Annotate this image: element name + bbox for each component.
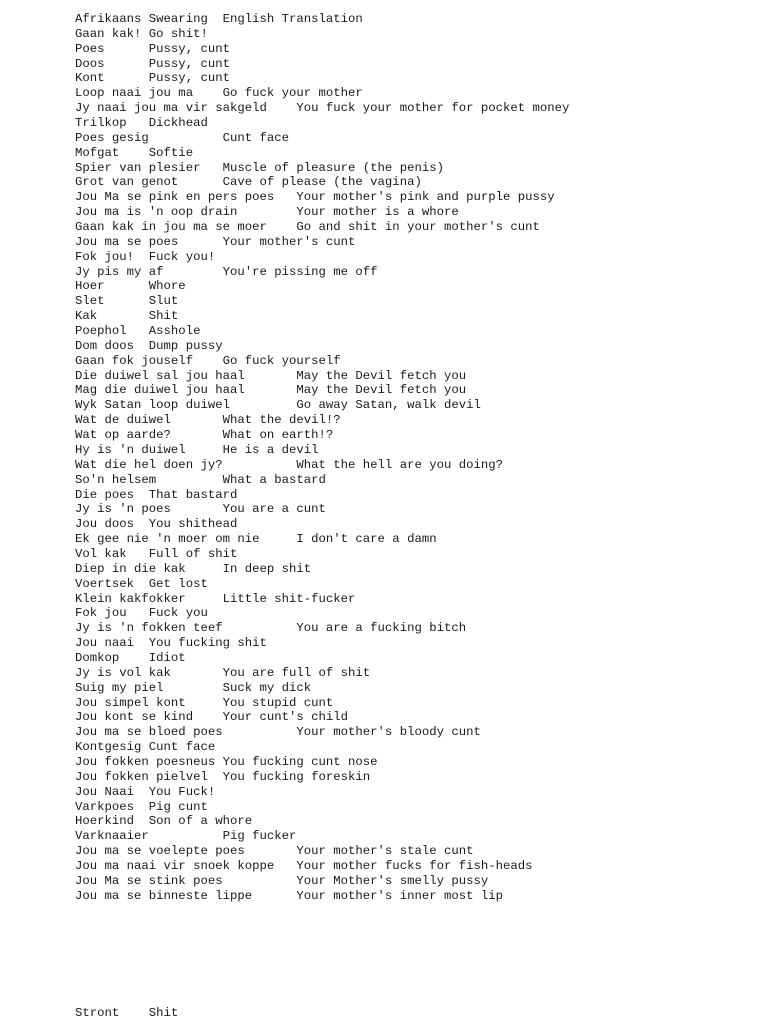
text-line: Suig my piel Suck my dick: [75, 680, 312, 695]
text-line: Gaan fok jouself Go fuck yourself: [75, 353, 341, 368]
text-line: Wat op aarde? What on earth!?: [75, 428, 334, 443]
text-line: Jou ma is 'n oop drain Your mother is a whore: [75, 205, 459, 220]
text-line: Poes gesig Cunt face: [75, 130, 290, 145]
text-line: Wyk Satan loop duiwel Go away Satan, walk devil: [75, 398, 481, 413]
text-line: Vol kak Full of shit: [75, 546, 238, 561]
text-line: Jy naai jou ma vir sakgeld You fuck your mother for pocket money: [75, 101, 570, 116]
text-line: Jou ma se poes Your mother's cunt: [75, 234, 356, 249]
text-line: Gaan kak in jou ma se moer Go and shit in your mother's cunt: [75, 220, 540, 235]
text-line: Fok jou! Fuck you!: [75, 249, 216, 264]
text-line: Hoer Whore: [75, 279, 186, 294]
text-line: Wat de duiwel What the devil!?: [75, 413, 341, 428]
text-line: Kont Pussy, cunt: [75, 71, 230, 86]
text-line: Hoerkind Son of a whore: [75, 814, 253, 829]
text-line: Jy pis my af You're pissing me off: [75, 264, 378, 279]
text-line: Jou Naai You Fuck!: [75, 784, 216, 799]
text-line: Kak Shit: [75, 309, 179, 324]
text-line: Voertsek Get lost: [75, 576, 208, 591]
text-line: Jou ma naai vir snoek koppe Your mother fucks for fish-heads: [75, 858, 533, 873]
text-line: Jou kont se kind Your cunt's child: [75, 710, 349, 725]
text-line: Varkpoes Pig cunt: [75, 799, 208, 814]
text-line: So'n helsem What a bastard: [75, 472, 326, 487]
text-line: Die duiwel sal jou haal May the Devil fetch you: [75, 368, 467, 383]
text-line: Diep in die kak In deep shit: [75, 561, 312, 576]
text-line: Jou ma se binneste lippe Your mother's inner most lip: [75, 888, 504, 903]
text-line: Fok jou Fuck you: [75, 606, 208, 621]
text-line: Mofgat Softie: [75, 145, 194, 160]
text-line: Jou ma se bloed poes Your mother's bloody cunt: [75, 725, 481, 740]
text-line: Domkop Idiot: [75, 650, 186, 665]
translation-list: [75, 12, 569, 904]
text-line: Grot van genot Cave of please (the vagina): [75, 175, 422, 190]
text-line: Ek gee nie 'n moer om nie I don't care a damn: [75, 532, 437, 547]
text-line: Loop naai jou ma Go fuck your mother: [75, 86, 363, 101]
text-line: Mag die duiwel jou haal May the Devil fetch you: [75, 383, 467, 398]
text-line: Wat die hel doen jy? What the hell are you doing?: [75, 457, 504, 472]
text-line: Jou fokken poesneus You fucking cunt nose: [75, 754, 378, 769]
text-line: Kontgesig Cunt face: [75, 740, 216, 755]
trailing-entry: Stront Shit: [75, 1006, 179, 1020]
header-line: Afrikaans Swearing English Translation: [75, 12, 363, 26]
text-line: Jou Ma se pink en pers poes Your mother's pink and purple pussy: [75, 190, 555, 205]
text-line: Gaan kak! Go shit!: [75, 26, 208, 41]
text-line: Jou naai You fucking shit: [75, 636, 267, 651]
text-line: Slet Slut: [75, 294, 179, 309]
text-line: Jy is vol kak You are full of shit: [75, 665, 371, 680]
text-line: Poephol Asshole: [75, 324, 201, 339]
text-line: Klein kakfokker Little shit-fucker: [75, 591, 356, 606]
text-line: Spier van plesier Muscle of pleasure (the penis): [75, 160, 444, 175]
text-line: Doos Pussy, cunt: [75, 56, 230, 71]
text-line: Jou ma se voelepte poes Your mother's stale cunt: [75, 844, 474, 859]
text-line: Trilkop Dickhead: [75, 116, 208, 131]
text-line: Jy is 'n fokken teef You are a fucking bitch: [75, 621, 467, 636]
text-line: Die poes That bastard: [75, 487, 238, 502]
text-line: Jy is 'n poes You are a cunt: [75, 502, 326, 517]
text-line: Jou simpel kont You stupid cunt: [75, 695, 334, 710]
text-line: Jou Ma se stink poes Your Mother's smelly pussy: [75, 873, 489, 888]
text-line: Jou doos You shithead: [75, 517, 238, 532]
text-line: Varknaaier Pig fucker: [75, 829, 297, 844]
text-line: Poes Pussy, cunt: [75, 41, 230, 56]
text-line: Dom doos Dump pussy: [75, 338, 223, 353]
text-line: Hy is 'n duiwel He is a devil: [75, 442, 319, 457]
text-line: Jou fokken pielvel You fucking foreskin: [75, 769, 371, 784]
